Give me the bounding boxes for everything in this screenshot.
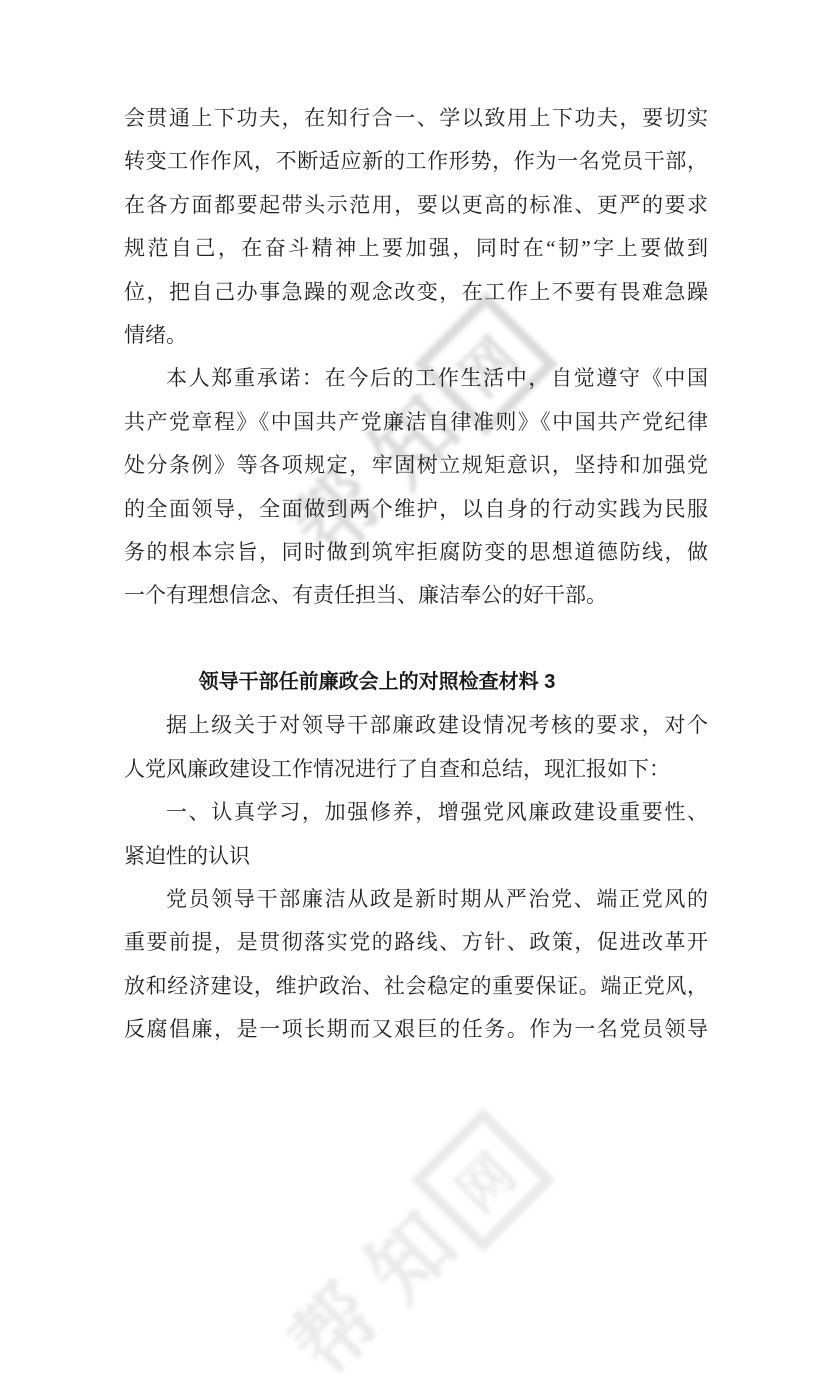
text-line: 紧迫性的认识 [124,843,250,868]
text-line: 反腐倡廉，是一项长期而又艰巨的任务。作为一名党员领导 [124,1017,708,1042]
text-line: 党员领导干部廉洁从政是新时期从严治党、端正党风的 [166,887,708,912]
text-line: 情绪。 [124,322,187,347]
section-heading: 领导干部任前廉政会上的对照检查材料 3 [198,671,556,694]
watermark-diamond-logo-icon: 网 [411,1108,555,1252]
text-line: 共产党章程》《中国共产党廉洁自律准则》《中国共产党纪律 [124,409,708,434]
text-line: 会贯通上下功夫，在知行合一、学以致用上下功夫，要切实 [124,106,708,130]
text-line: 本人郑重承诺：在今后的工作生活中，自觉遵守《中国 [166,366,708,391]
text-line: 务的根本宗旨，同时做到筑牢拒腐防变的思想道德防线，做 [124,539,708,564]
text-line: 转变工作作风，不断适应新的工作形势，作为一名党员干部， [124,149,708,174]
text-line: 位，把自己办事急躁的观念改变，在工作上不要有畏难急躁 [124,279,708,304]
watermark-char: 知 [350,1196,474,1320]
document-body [124,97,708,1052]
text-line: 放和经济建设，维护政治、社会稳定的重要保证。端正党风， [124,973,708,998]
text-line: 一、认真学习，加强修养，增强党风廉政建设重要性、 [166,800,708,825]
watermark-char: 知 [353,380,477,504]
text-line: 规范自己，在奋斗精神上要加强，同时在“韧”字上要做到 [124,236,708,261]
blank-line [124,618,708,661]
text-line: 一个有理想信念、有责任担当、廉洁奉公的好干部。 [124,583,607,608]
text-line: 重要前提，是贯彻落实党的路线、方针、政策，促进改革开 [124,930,708,955]
text-line: 据上级关于对领导干部廉政建设情况考核的要求，对个 [166,713,708,738]
watermark-char: 帮 [277,453,401,577]
watermark-diamond-logo-icon: 网 [414,292,558,436]
text-line: 的全面领导，全面做到两个维护，以自身的行动实践为民服 [124,496,708,521]
watermark-char: 帮 [274,1269,398,1393]
text-line: 人党风廉政建设工作情况进行了自查和总结，现汇报如下： [124,756,670,781]
text-line: 处分条例》等各项规定，牢固树立规矩意识，坚持和加强党 [124,453,708,478]
text-line: 在各方面都要起带头示范用，要以更高的标准、更严的要求 [124,192,708,217]
